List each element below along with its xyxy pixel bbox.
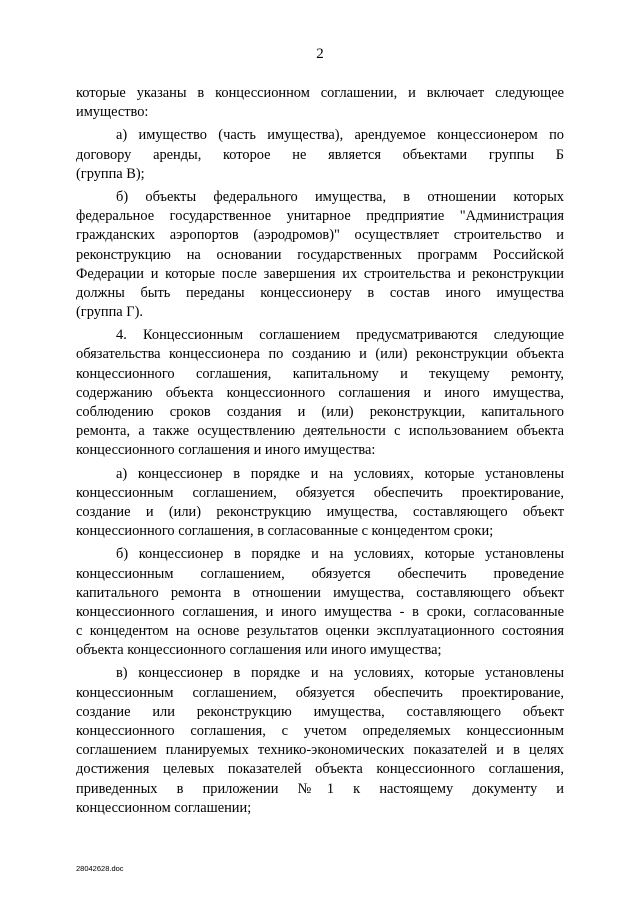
text-line: концессионным соглашением, обязуется обеспечить проведение	[76, 565, 564, 582]
text-line: реконструкцию на основании государственных программ Российской	[76, 246, 564, 263]
paragraph-point-4-v	[76, 664, 564, 818]
text-line: концессионного соглашения и иного имущества:	[76, 442, 376, 459]
text-line: концессионном соглашении;	[76, 799, 252, 816]
text-line: гражданских аэропортов (аэродромов)" осуществляет строительство и	[76, 227, 564, 244]
text-line: а) имущество (часть имущества), арендуемое концессионером по	[116, 127, 564, 144]
text-line: создание и (или) реконструкцию имущества, составляющего объект	[76, 503, 564, 520]
text-line: договору аренды, которое не является объектами группы Б	[76, 146, 564, 163]
text-line: а) концессионер в порядке и на условиях, которые установлены	[116, 465, 564, 482]
text-line: которые указаны в концессионном соглашении, и включает следующее	[76, 85, 564, 101]
text-line: 4. Концессионным соглашением предусматриваются следующие	[116, 327, 564, 344]
text-line: концессионным соглашением, обязуется обеспечить проектирование,	[76, 484, 564, 501]
text-line: имущество:	[76, 104, 149, 121]
text-line: обязательства концессионера по созданию и (или) реконструкции объекта	[76, 346, 564, 363]
text-line: объекта концессионного соглашения или иного имущества;	[76, 642, 442, 659]
paragraph-item-b	[76, 188, 564, 322]
paragraph-intro	[76, 84, 564, 122]
text-line: должны быть переданы концессионеру в состав иного имущества	[76, 284, 564, 301]
text-line: соблюдению сроков создания и (или) реконструкции, капитального	[76, 404, 564, 420]
text-line: приведенных в приложении №1 к настоящему документу и	[76, 780, 564, 797]
page-number: 2	[316, 46, 324, 62]
text-line: концессионного соглашения, капитальному и текущему ремонту,	[76, 365, 564, 382]
text-line: концессионным соглашением, обязуется обеспечить проектирование,	[76, 684, 564, 701]
text-line: капитального ремонта в отношении имущества, составляющего объект	[76, 584, 564, 601]
text-line: (группа Г).	[76, 304, 143, 321]
text-line: ремонта, а также осуществлению деятельности с использованием объекта	[76, 423, 564, 440]
text-line: федеральное государственное унитарное предприятие "Администрация	[76, 208, 564, 225]
text-line: концессионного соглашения, и иного имущества - в сроки, согласованные	[76, 603, 564, 620]
text-line: в) концессионер в порядке и на условиях, которые установлены	[116, 665, 564, 682]
text-line: концессионного соглашения, в согласованные с концедентом сроки;	[76, 523, 494, 540]
text-line: б) объекты федерального имущества, в отношении которых	[116, 188, 564, 205]
text-line: б) концессионер в порядке и на условиях, которые установлены	[116, 546, 564, 563]
paragraph-point-4-b	[76, 545, 564, 660]
text-line: создание или реконструкцию имущества, составляющего объект	[76, 703, 564, 720]
footer-filename: 28042628.doc	[76, 864, 124, 873]
text-line: (группа В);	[76, 165, 145, 182]
paragraph-point-4-a	[76, 465, 564, 542]
paragraph-item-a	[76, 126, 564, 184]
text-line: концессионного соглашения, с учетом определяемых концессионным	[76, 723, 564, 739]
text-line: Федерации и которые после завершения их строительства и реконструкции	[76, 265, 564, 282]
document-body	[76, 84, 564, 818]
paragraph-point-4	[76, 326, 564, 460]
text-line: с концедентом на основе результатов оценки эксплуатационного состояния	[76, 623, 564, 640]
text-line: содержанию объекта концессионного соглашения и иного имущества,	[76, 384, 564, 401]
text-line: достижения целевых показателей объекта концессионного соглашения,	[76, 761, 564, 778]
text-line: соглашением планируемых технико-экономических показателей и в целях	[76, 742, 564, 759]
